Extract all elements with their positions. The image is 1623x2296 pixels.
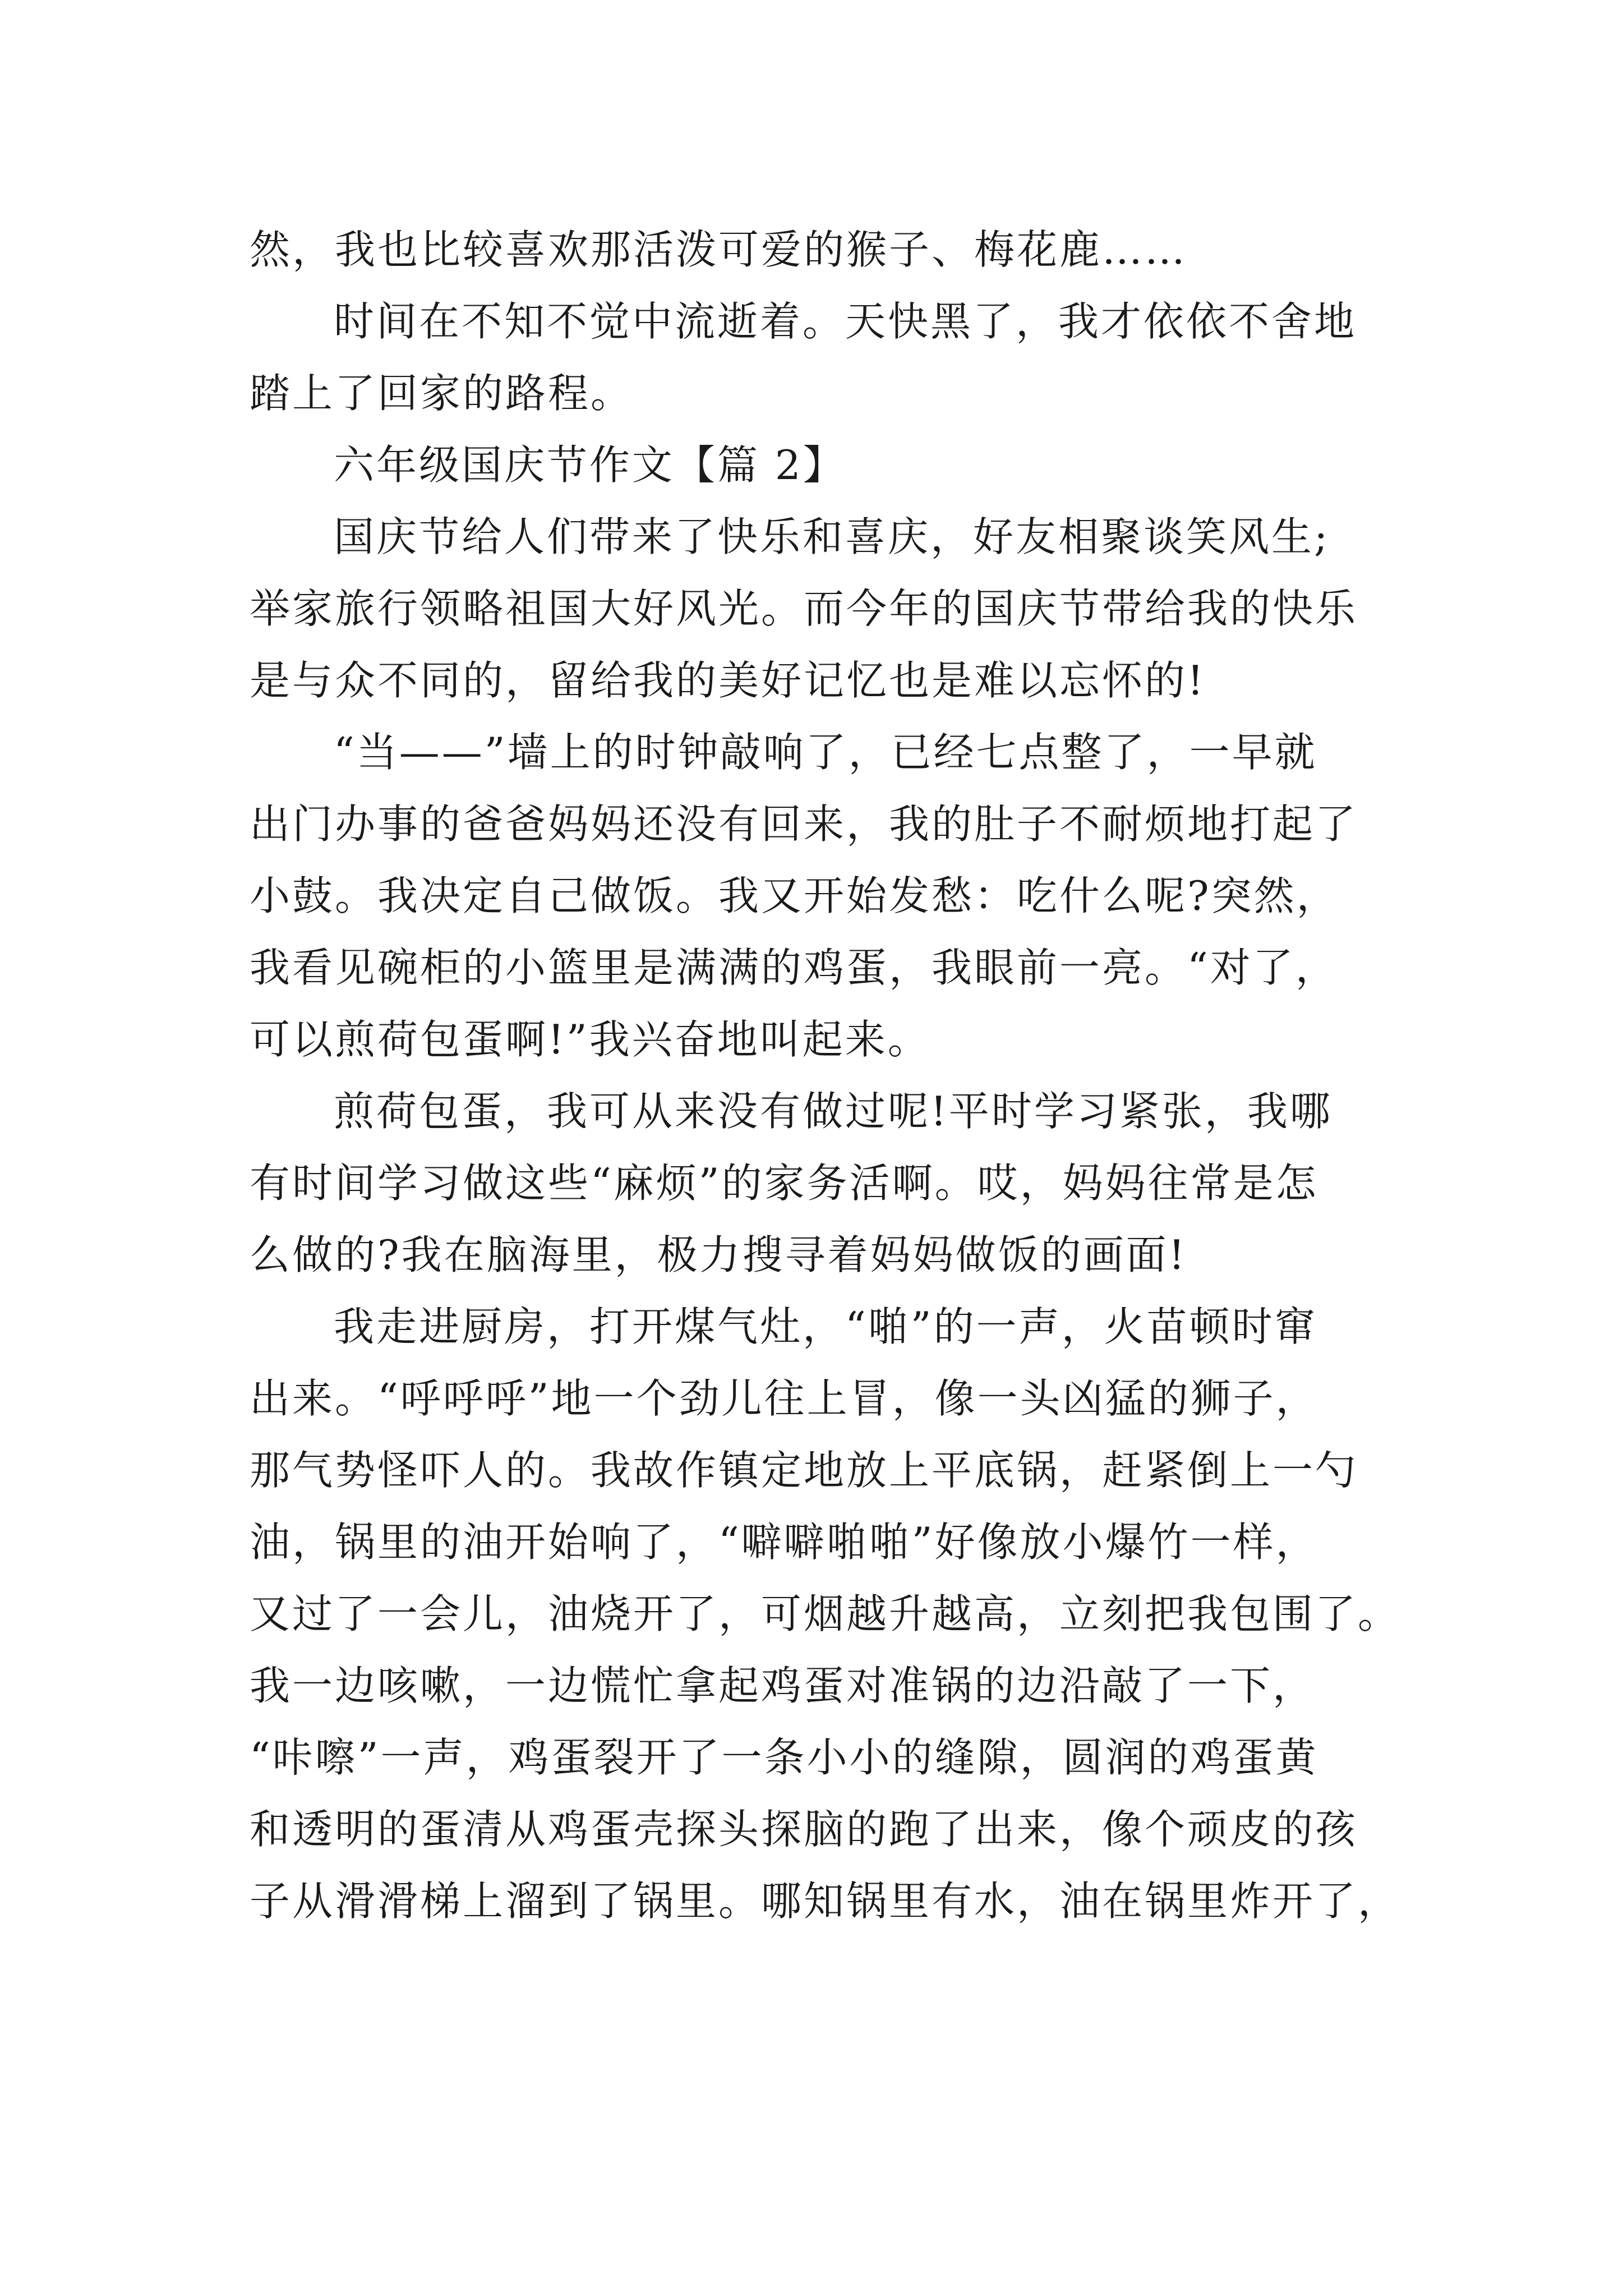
text-line: 和透明的蛋清从鸡蛋壳探头探脑的跑了出来，像个顽皮的孩 <box>250 1806 1358 1853</box>
text-line: 煎荷包蛋，我可从来没有做过呢!平时学习紧张，我哪 <box>334 1088 1332 1135</box>
text-line: 子从滑滑梯上溜到了锅里。哪知锅里有水，油在锅里炸开了， <box>250 1878 1401 1925</box>
section-heading: 六年级国庆节作文【篇 2】 <box>334 441 846 489</box>
text-line: “咔嚓”一声，鸡蛋裂开了一条小小的缝隙，圆润的鸡蛋黄 <box>250 1734 1318 1781</box>
text-line: 可以煎荷包蛋啊!”我兴奋地叫起来。 <box>250 1016 930 1063</box>
text-line: 小鼓。我决定自己做饭。我又开始发愁：吃什么呢?突然， <box>250 872 1339 919</box>
text-line: 我一边咳嗽，一边慌忙拿起鸡蛋对准锅的边沿敲了一下， <box>250 1662 1316 1709</box>
text-line: 我走进厨房，打开煤气灶，“啪”的一声，火苗顿时窜 <box>334 1303 1317 1350</box>
text-line: 我看见碗柜的小篮里是满满的鸡蛋，我眼前一亮。“对了， <box>250 944 1338 991</box>
text-line: 国庆节给人们带来了快乐和喜庆，好友相聚谈笑风生; <box>334 513 1330 560</box>
text-line: 有时间学习做这些“麻烦”的家务活啊。哎，妈妈往常是怎 <box>250 1159 1318 1207</box>
text-line: 那气势怪吓人的。我故作镇定地放上平底锅，赶紧倒上一勺 <box>250 1447 1358 1494</box>
text-line: 出门办事的爸爸妈妈还没有回来，我的肚子不耐烦地打起了 <box>250 800 1358 848</box>
text-line: “当——”墙上的时钟敲响了，已经七点整了，一早就 <box>334 729 1317 776</box>
text-line: 然，我也比较喜欢那活泼可爱的猴子、梅花鹿…… <box>250 226 1188 273</box>
text-line: 出来。“呼呼呼”地一个劲儿往上冒，像一头凶猛的狮子， <box>250 1375 1318 1422</box>
text-line: 举家旅行领略祖国大好风光。而今年的国庆节带给我的快乐 <box>250 585 1358 632</box>
text-line: 是与众不同的，留给我的美好记忆也是难以忘怀的! <box>250 657 1206 704</box>
text-line: 又过了一会儿，油烧开了，可烟越升越高，立刻把我包围了。 <box>250 1590 1401 1637</box>
text-line: 油，锅里的油开始响了，“噼噼啪啪”好像放小爆竹一样， <box>250 1519 1318 1566</box>
text-line: 时间在不知不觉中流逝着。天快黑了，我才依依不舍地 <box>334 298 1357 345</box>
text-line: 踏上了回家的路程。 <box>250 370 634 417</box>
text-line: 么做的?我在脑海里，极力搜寻着妈妈做饭的画面! <box>250 1231 1187 1278</box>
